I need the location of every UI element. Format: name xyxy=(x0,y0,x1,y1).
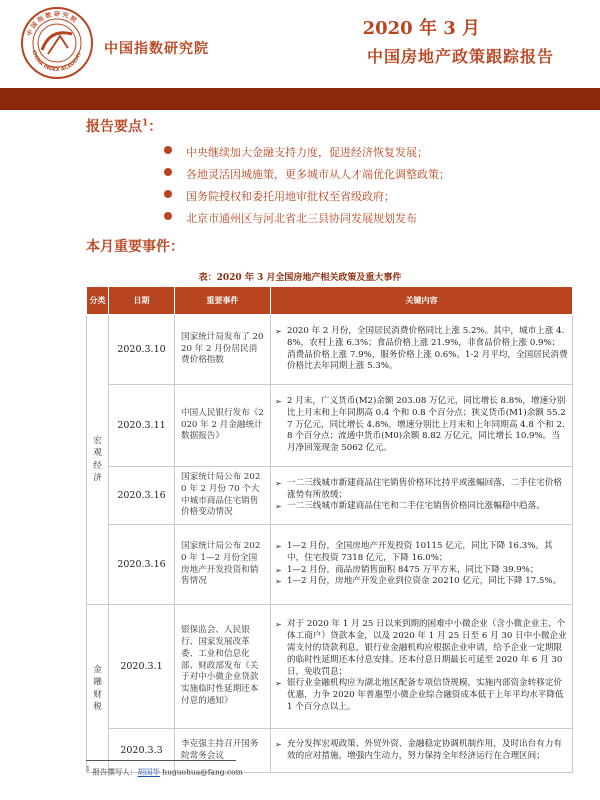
header-content: 关键内容 xyxy=(271,287,573,315)
content-point: ➢ 一二三线城市新建商品住宅和二手住宅销售价格同比涨幅稳中趋落。 xyxy=(275,501,545,512)
date-cell: 2020.3.10 xyxy=(109,315,175,385)
content-point: ➢ 充分发挥宏观政策、外贸外资、金融稳定协调机制作用，及时出台有力有效的应对措施，增强内生动力，努力保持全年经济运行在合理区间； xyxy=(275,738,563,761)
table-row xyxy=(87,467,573,525)
table-row xyxy=(87,315,573,385)
key-point-item: 各地灵活因城施策，更多城市从人才端优化调整政策； xyxy=(186,166,450,182)
report-title: 中国房地产政策跟踪报告 xyxy=(366,47,554,66)
bullet-icon xyxy=(164,190,172,198)
content-point: ➢ 一二三线城市新建商品住宅销售价格环比持平或涨幅回落，二手住宅价格涨势有所放缓； xyxy=(275,477,563,500)
china-index-academy-logo xyxy=(20,6,94,80)
category-cell: 金融财税 xyxy=(87,605,109,773)
arrow-bullet-icon: ➢ xyxy=(275,679,282,689)
content-point: ➢ 2020 年 2 月份，全国居民消费价格同比上涨 5.2%。其中，城市上涨 4.8%，农村上涨 6.3%；食品价格上涨 21.9%，非食品价格上涨 0.9%；消费品价格上涨 7.9%，服务价格上涨 0.6%。1-2 月平均，全国居民消费价格比去年同期上涨 5.3%。 xyxy=(275,325,568,372)
content-point: ➢ 1—2 月份，全国房地产开发投资 10115 亿元，同比下降 16.3%。其中，住宅投资 7318 亿元，下降 16.0%； xyxy=(275,540,553,563)
arrow-bullet-icon: ➢ xyxy=(275,620,282,630)
header-event: 重要事件 xyxy=(175,287,271,315)
date-cell: 2020.3.16 xyxy=(109,525,175,605)
event-cell: 李克强主持召开国务院常务会议 xyxy=(175,729,271,773)
content-cell xyxy=(271,315,573,385)
author-link[interactable]: 胡国华 xyxy=(137,767,160,777)
bullet-icon xyxy=(164,168,172,176)
arrow-bullet-icon: ➢ xyxy=(275,478,282,488)
category-cell: 宏观经济 xyxy=(87,315,109,605)
content-point: ➢ 对于 2020 年 1 月 25 日以来到期的困难中小微企业（含小微企业主、个体工商户）贷款本金，以及 2020 年 1 月 25 日至 6 月 30 日中小微企业需支付的贷款利息，银行业金融机构应根据企业申请，给予企业一定期限的临时性延期还本付息安排。还本付息日期最长可延至 2020 年 6 月 30 日，免收罚息； xyxy=(275,619,567,677)
arrow-bullet-icon: ➢ xyxy=(275,565,282,575)
table-caption: 表：2020 年 3 月全国房地产相关政策及重大事件 xyxy=(198,273,402,283)
date-cell: 2020.3.16 xyxy=(109,467,175,525)
event-cell: 国家统计局公布 2020 年 2 月份 70 个大中城市商品住宅销售价格变动情况 xyxy=(175,467,271,525)
content-cell xyxy=(271,385,573,467)
event-cell: 国家统计局发布了 2020 年 2 月份居民消费价格指数 xyxy=(175,315,271,385)
footnote-divider xyxy=(86,760,236,761)
table-row xyxy=(87,605,573,729)
org-name: 中国指数研究院 xyxy=(104,41,209,57)
report-header xyxy=(0,0,600,90)
header-category: 分类 xyxy=(87,287,109,315)
table-header-row xyxy=(87,287,573,315)
key-point-item: 北京市通州区与河北省北三县协同发展规划发布 xyxy=(186,210,417,226)
content-cell xyxy=(271,729,573,773)
key-point-item: 中央继续加大金融支持力度，促进经济恢复发展； xyxy=(186,144,428,160)
table-row xyxy=(87,525,573,605)
arrow-bullet-icon: ➢ xyxy=(275,396,282,406)
header-band xyxy=(0,88,600,110)
header-date: 日期 xyxy=(109,287,175,315)
event-cell: 中国人民银行发布《2020 年 2 月金融统计数据报告》 xyxy=(175,385,271,467)
content-point: ➢ 1—2 月份，商品房销售面积 8475 万平方米，同比下降 39.9%； xyxy=(275,564,539,575)
content-cell xyxy=(271,605,573,729)
arrow-bullet-icon: ➢ xyxy=(275,541,282,551)
author-email: huguohua@fang.com xyxy=(162,767,243,777)
table-row xyxy=(87,385,573,467)
svg-text:中 国 指 数 研 究 院: 中 国 指 数 研 究 院 xyxy=(26,10,78,37)
bullet-icon xyxy=(164,146,172,154)
arrow-bullet-icon: ➢ xyxy=(275,326,282,336)
content-point: ➢ 2 月末，广义货币(M2)余额 203.08 万亿元，同比增长 8.8%，增速分别比上月末和上年同期高 0.4 个和 0.8 个百分点；狭义货币(M1)余额 55.27 万亿元，同比增长 4.8%，增速分别比上月末和上年同期高 4.8 个和 2.8 个百分点；流通中货币(M0)余额 8.82 万亿元，同比增长 10.9%。当月净回笼现金 5062 亿元。 xyxy=(275,395,566,454)
content-point: ➢ 银行业金融机构应为湖北地区配备专项信贷规模，实施内部资金转移定价优惠，力争 2020 年普惠型小微企业综合融资成本低于上年平均水平降低 1 个百分点以上。 xyxy=(275,678,564,713)
content-cell xyxy=(271,525,573,605)
events-title: 本月重要事件： xyxy=(86,239,184,255)
content-cell xyxy=(271,467,573,525)
date-cell: 2020.3.1 xyxy=(109,605,175,729)
report-date: 2020 年 3 月 xyxy=(362,18,480,39)
event-cell: 国家统计局公布 2020 年 1—2 月份全国房地产开发投资和销售情况 xyxy=(175,525,271,605)
svg-text:CHINA INDEX ACADEMY: CHINA INDEX ACADEMY xyxy=(30,49,83,74)
footnote: $^1$ 报告撰写人：胡国华 huguohua@fang.com xyxy=(86,766,243,777)
date-cell: 2020.3.3 xyxy=(109,729,175,773)
key-point-item: 国务院授权和委托用地审批权至省级政府； xyxy=(186,188,395,204)
key-points-title: 报告要点$^1$： xyxy=(86,118,163,135)
event-cell: 银保监会、人民银行、国家发展改革委、工业和信息化部、财政部发布《关于对中小微企业贷款实施临时性延期还本付息的通知》 xyxy=(175,605,271,729)
content-point: ➢ 1—2 月份，房地产开发企业到位资金 20210 亿元，同比下降 17.5%。 xyxy=(275,576,562,587)
date-cell: 2020.3.11 xyxy=(109,385,175,467)
bullet-icon xyxy=(164,212,172,220)
arrow-bullet-icon: ➢ xyxy=(275,502,282,512)
arrow-bullet-icon: ➢ xyxy=(275,739,282,749)
policy-events-table xyxy=(86,286,573,773)
arrow-bullet-icon: ➢ xyxy=(275,577,282,587)
